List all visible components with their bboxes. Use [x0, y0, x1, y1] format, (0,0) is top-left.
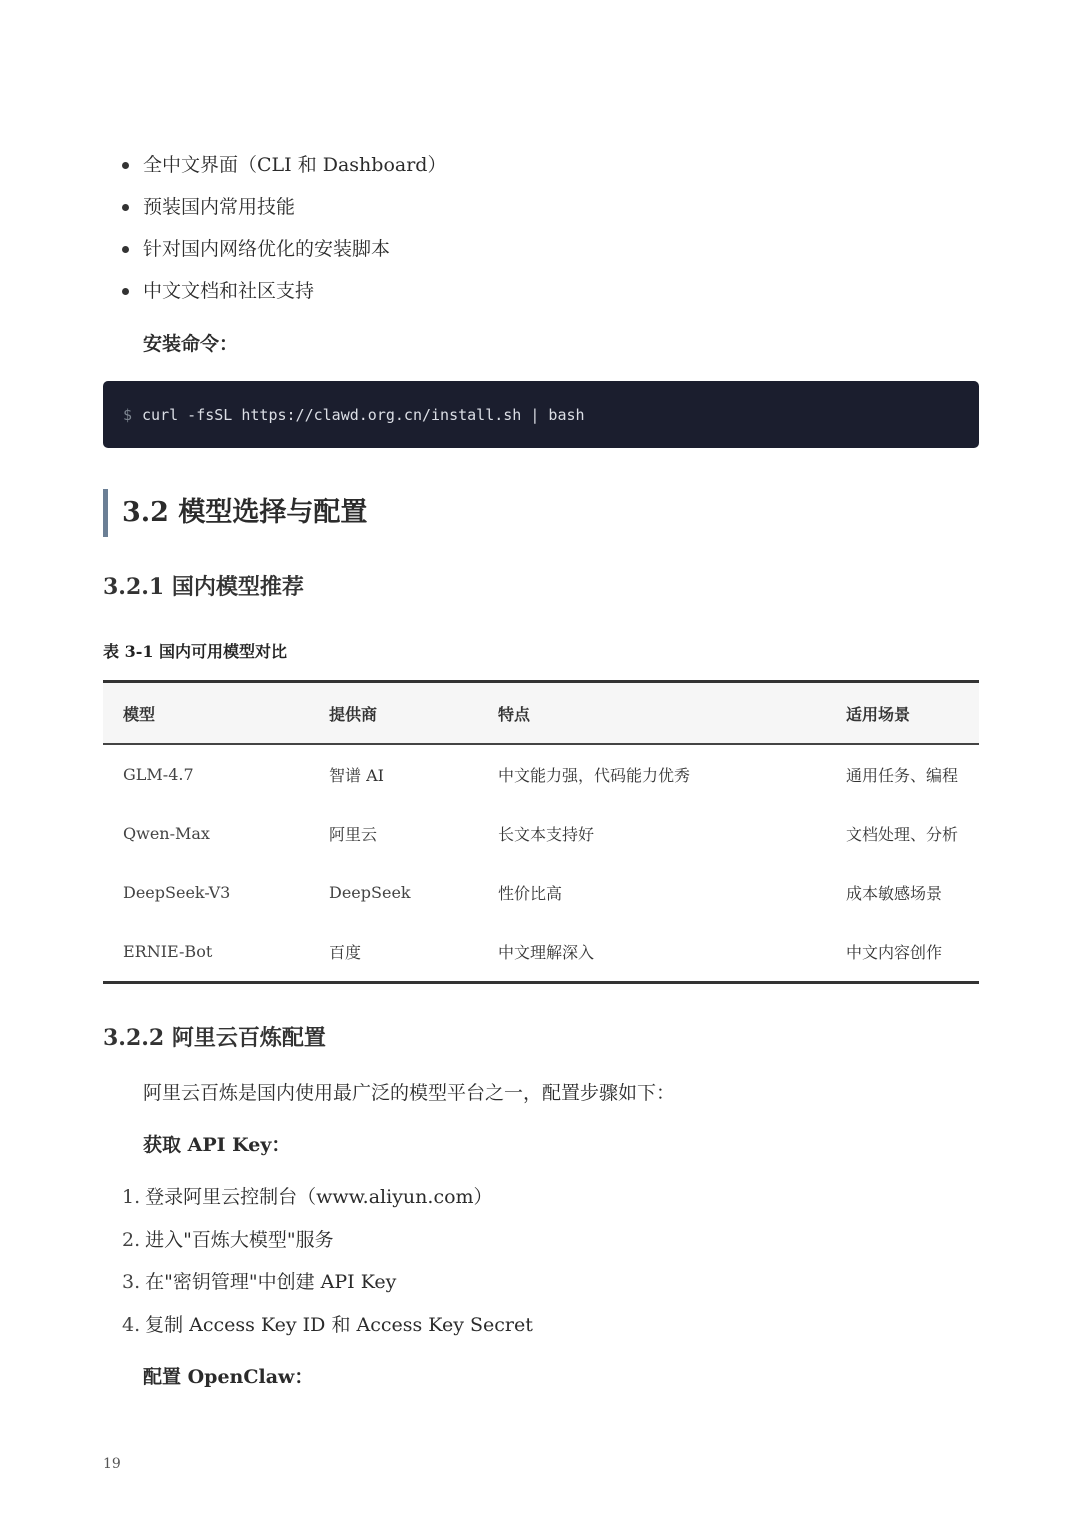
table-header-row	[103, 682, 979, 745]
cell-scenario: 中文内容创作	[846, 943, 943, 962]
cell-provider: 智谱 AI	[329, 766, 384, 785]
page-number: 19	[103, 1456, 121, 1472]
list-item	[120, 190, 446, 232]
bullet-dot	[122, 162, 129, 169]
cell-scenario: 通用任务、编程	[846, 766, 959, 785]
bullet-dot	[122, 204, 129, 211]
cell-scenario: 成本敏感场景	[846, 884, 943, 903]
step-text: 登录阿里云控制台（www.aliyun.com）	[145, 1186, 493, 1208]
list-item	[122, 1265, 533, 1308]
table-caption: 表 3-1 国内可用模型对比	[103, 642, 288, 661]
cell-provider: DeepSeek	[329, 883, 411, 902]
cell-features: 中文能力强，代码能力优秀	[498, 766, 691, 785]
cell-model: Qwen-Max	[123, 824, 210, 843]
cell-provider: 阿里云	[329, 825, 378, 844]
cell-model: GLM-4.7	[123, 765, 194, 784]
code-block[interactable]	[103, 381, 979, 448]
section-heading: 3.2 模型选择与配置	[103, 489, 367, 537]
subsection-heading-aliyun-config: 3.2.2 阿里云百炼配置	[103, 1025, 326, 1051]
table-row	[103, 922, 979, 983]
step-text: 复制 Access Key ID 和 Access Key Secret	[145, 1313, 533, 1336]
step-number: 4.	[122, 1313, 141, 1336]
step-number: 3.	[122, 1271, 141, 1293]
list-item-text: 针对国内网络优化的安装脚本	[143, 238, 391, 260]
bullet-dot	[122, 246, 129, 253]
install-command[interactable]: curl -fsSL https://clawd.org.cn/install.sh | bash	[142, 405, 585, 424]
table-row	[103, 863, 979, 922]
feature-list	[120, 148, 446, 316]
list-item	[122, 1180, 533, 1223]
intro-paragraph: 阿里云百炼是国内使用最广泛的模型平台之一，配置步骤如下：	[143, 1082, 676, 1104]
list-item	[120, 274, 446, 316]
list-item	[120, 148, 446, 190]
column-header-features: 特点	[498, 704, 531, 724]
column-header-scenario: 适用场景	[846, 704, 911, 724]
steps-list	[122, 1180, 533, 1350]
cell-scenario: 文档处理、分析	[846, 825, 959, 844]
step-text: 进入"百炼大模型"服务	[145, 1228, 334, 1251]
step-number: 2.	[122, 1228, 141, 1251]
cell-features: 中文理解深入	[498, 943, 595, 962]
get-api-key-label: 获取 API Key：	[143, 1134, 291, 1156]
table-row	[103, 744, 979, 804]
list-item	[120, 232, 446, 274]
list-item	[122, 1308, 533, 1351]
install-label: 安装命令：	[143, 333, 239, 355]
shell-prompt: $	[123, 405, 133, 424]
list-item	[122, 1223, 533, 1266]
subsection-heading-model-recommendation: 3.2.1 国内模型推荐	[103, 574, 304, 600]
list-item-text: 全中文界面（CLI 和 Dashboard）	[143, 154, 447, 176]
cell-model: ERNIE-Bot	[123, 942, 213, 961]
list-item-text: 中文文档和社区支持	[143, 280, 315, 302]
cell-model: DeepSeek-V3	[123, 883, 231, 902]
cell-features: 性价比高	[498, 884, 563, 903]
step-text: 在"密钥管理"中创建 API Key	[145, 1271, 397, 1293]
step-number: 1.	[122, 1186, 141, 1208]
cell-provider: 百度	[329, 943, 362, 962]
column-header-provider: 提供商	[329, 704, 378, 724]
cell-features: 长文本支持好	[498, 825, 595, 844]
configure-openclaw-label: 配置 OpenClaw：	[143, 1366, 314, 1388]
model-comparison-table	[103, 680, 979, 984]
bullet-dot	[122, 288, 129, 295]
table-row	[103, 804, 979, 863]
column-header-model: 模型	[123, 704, 156, 724]
list-item-text: 预装国内常用技能	[143, 196, 296, 218]
